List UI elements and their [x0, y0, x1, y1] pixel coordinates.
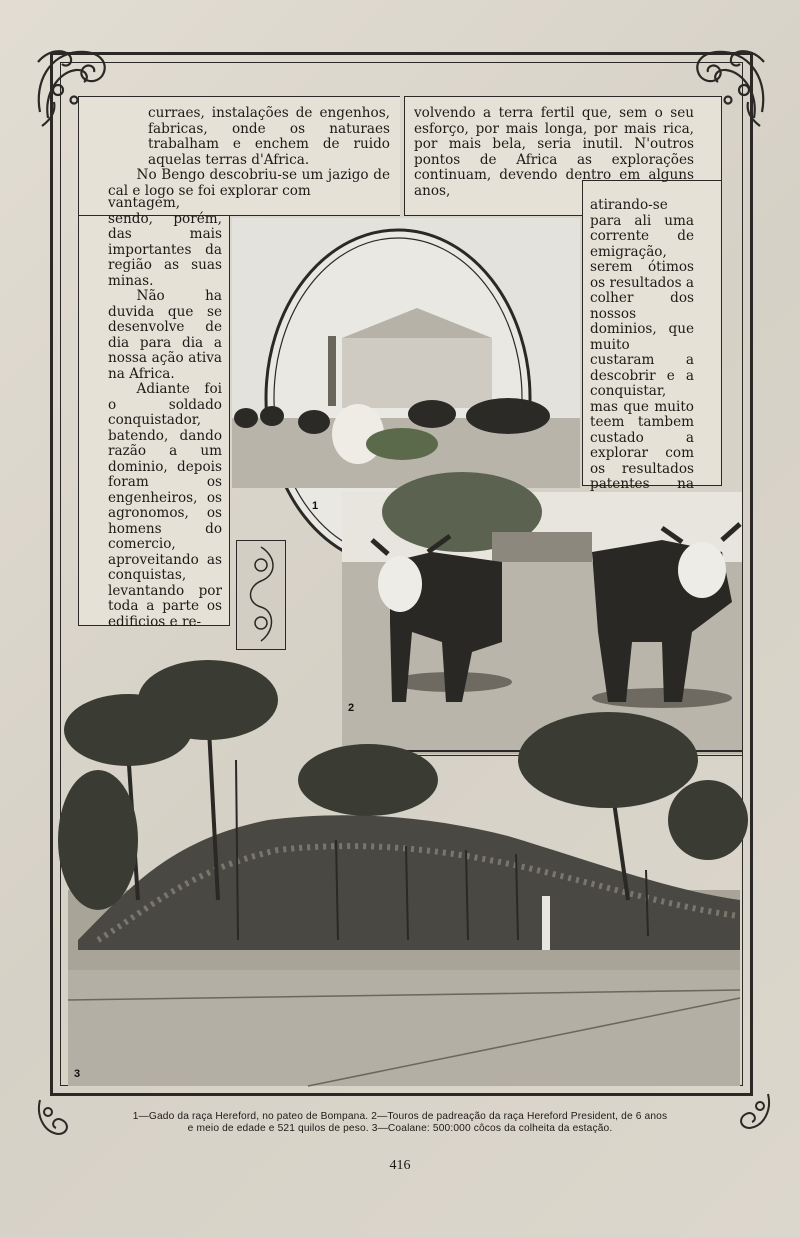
caption-line-2: e meio de edade e 521 quilos de peso. 3—Coalane: 500:000 côcos da colheita da estação. — [187, 1123, 613, 1134]
article-column-2-narrow — [590, 198, 694, 508]
article-column-2-top — [414, 106, 694, 199]
photo-1-number: 1 — [312, 500, 319, 512]
photo-1-hereford-cattle — [232, 218, 580, 512]
caption-line-1: 1—Gado da raça Hereford, no pateo de Bompana. 2—Touros de padreação da raça Hereford President, de 6 anos — [132, 1111, 668, 1122]
paragraph-vantagem: vantagem, sendo, porém, das mais importantes da região as suas minas. — [108, 195, 222, 289]
paragraph-curraes: curraes, instalações de engenhos, fabricas, onde os naturaes trabalham e enchem de ruido aquelas terras d'Africa. — [148, 105, 390, 168]
article-column-1-top — [108, 106, 390, 199]
article-column-1-narrow — [108, 196, 222, 630]
paragraph-bengo: No Bengo descobriu-se um jazigo de cal e logo se foi explorar com — [108, 167, 390, 199]
figure-caption — [80, 1111, 720, 1135]
page-number: 416 — [389, 1158, 411, 1173]
photo-2-number: 2 — [348, 702, 355, 714]
paragraph-volvendo: volvendo a terra fertil que, sem o seu esforço, por mais longa, por mais rica, por mais bela, seria inutil. N'outros pontos de Africa as explorações continuam, devendo dentro em alguns anos, — [414, 105, 694, 199]
photo-3-number: 3 — [74, 1068, 81, 1080]
paragraph-adiante: Adiante foi o soldado conquistador, batendo, dando razão a um dominio, depois foram os engenheiros, os agronomos, os homens do comercio, aproveitando as conquistas, levantando por toda a parte os edificios e re- — [108, 381, 222, 630]
photo-3-coalane-coconuts — [68, 640, 740, 1086]
decorative-vignette — [236, 540, 286, 650]
corner-ornament-bottom-left — [34, 1096, 72, 1140]
paragraph-nao-ha-duvida: Não ha duvida que se desenvolve de dia para dia a nossa ação ativa na Africa. — [108, 288, 222, 382]
paragraph-atirando: atirando-se para ali uma corrente de emigração, serem ótimos os resultados a colher dos nossos dominios, que muito custaram a descobrir e a conquistar, mas que muito teem tambem custado a explorar com os resultados patentes na — [590, 197, 694, 492]
corner-ornament-bottom-right — [736, 1090, 774, 1134]
